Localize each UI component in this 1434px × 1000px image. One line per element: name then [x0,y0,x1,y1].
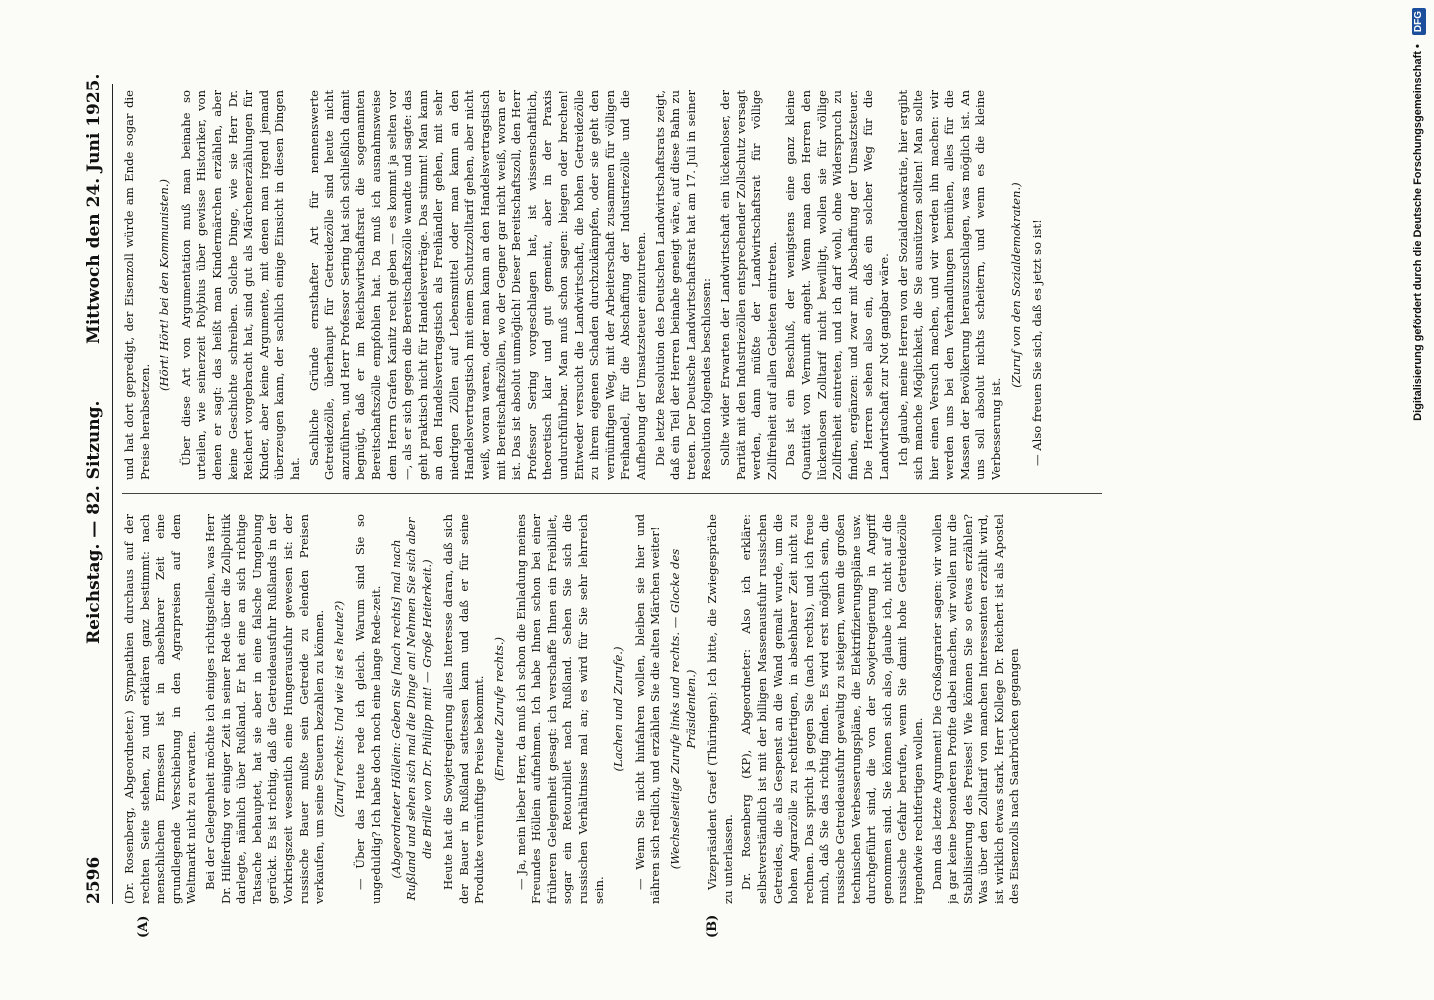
paragraph: — Wenn Sie nicht hinfahren wollen, bleiben sie hier und nähren sich redlich, und erzählen Sie die alten Märchen weiter! [632,514,663,904]
page-number: 2596 [84,856,104,904]
dfg-logo: DFG [1412,8,1426,35]
interjection: (Abgeordneter Höllein: Geben Sie [nach rechts] mal nach Rußland und sehen sich mal die Dinge an! Nehmen Sie sich aber die Brille von Dr. Philipp mit! — Große Heiterkeit.) [388,517,434,901]
left-column [122,514,1182,904]
paragraph: Bei der Gelegenheit möchte ich einiges richtigstellen, was Herr Dr. Hilferding vor einiger Zeit in seiner Rede über die Zollpolitik darlegte, nämlich über Rußland. Er hat eine an sich richtige Tatsache behauptet, hat sie aber in eine falsche Umgebung gerückt. Es ist richtig, daß die Getreideausfuhr Rußlands in der Vorkriegszeit wesentlich eine Hungerausfuhr gewesen ist: der russische Bauer mußte sein Getreide zu elenden Preisen verkaufen, um seine Steuern bezahlen zu können. [202,514,327,904]
paragraph: Sachliche Gründe ernsthafter Art für nennenswerte Getreidezölle, überhaupt für Getreidezölle sind heute nicht anzuführen, und Herr Professor Sering hat sich schließlich damit begnügt, daß er im Reichswirtschaftsrat die sogenannten Bereitschaftszölle empfohlen hat. Da muß ich ausnahmsweise dem Herrn Grafen Kanitz recht geben — es kommt ja selten vor —, als er sich gegen die Bereitschaftszölle wandte und sagte: das geht praktisch nicht für Handelsverträge. Das stimmt! Man kann an den Handelsvertragstisch als Freihändler gehen, mit sehr niedrigen Zöllen auf Lebensmittel oder man kann an den Handelsvertragstisch mit einem Schutzzolltarif gehen, aber nicht weiß, woran waren, oder man kann an den Handelsvertragstisch mit Bereitschaftszöllen, wo der Gegner gar nicht weiß, woran er ist. Das ist absolut unmöglich! Dieser Bereitschaftszoll, den Herr Professor Sering vorgeschlagen hat, ist wissenschaftlich, theoretisch klar und gut gemeint, aber in der Praxis undurchführbar. Man muß schon sagen: biegen oder brechen! Entweder versucht die Landwirtschaft, die hohen Getreidezölle zu ihrem eigenen Schaden durchzukämpfen, oder sie geht den vernünftigen Weg, mit der Arbeiterschaft zusammen für völligen Freihandel, für die Abschaffung der Industriezölle und die Aufhebung der Umsatzsteuer einzutreten. [306,90,648,480]
margin-mark-a: (A) [136,915,151,938]
page-header [78,73,113,904]
digitization-credit [1406,8,1430,992]
paragraph: Heute hat die Sowjetregierung alles Interesse daran, daß sich der Bauer in Rußland sattessen kann und daß er für seine Produkte vernünftige Preise bekommt. [441,514,487,904]
credit-text: Digitalisierung gefördert durch die Deutsche Forschungsgemeinschaft • [1412,41,1424,421]
interjection: (Lachen und Zurufe.) [611,646,626,772]
column-divider [122,493,1102,494]
paragraph: (Dr. Rosenberg, Abgeordneter.) Sympathien durchaus auf der rechten Seite stehen, zu und erklären ganz bestimmt: nach menschlichem Ermessen ist in absehbarer Zeit eine grundlegende Verschiebung in den Agrarpreisen auf dem Weltmarkt nicht zu erwarten. [122,514,199,904]
interjection: (Wechselseitige Zurufe links und rechts. — Glocke des Präsidenten.) [668,548,698,870]
paragraph: und hat dort gepredigt, der Eisenzoll würde am Ende sogar die Preise herabsetzen. [122,90,152,480]
paragraph: Dr. Rosenberg (KP), Abgeordneter: Also ich erkläre: selbstverständlich ist mit der billigen Massenausfuhr russischen Getreides, die als Gespenst an die Wand gemalt wurde, um die hohen Agrarzölle zu rechtfertigen, in absehbarer Zeit nicht zu rechnen. Das spricht ja gegen Sie (nach rechts), und ich freue mich, daß Sie das richtig finden. Es wird erst möglich sein, die russische Getreideausfuhr gewaltig zu steigern, wenn die großen technischen Verbesserungspläne, die Elektrifizierungspläne usw. durchgeführt sind, die von der Sowjetregierung in Angriff genommen sind. Sie können sich also, glaube ich, nicht auf die russische Gefahr berufen, wenn Sie damit hohe Getreidezölle irgendwie rechtfertigen wollen. [739,514,925,904]
margin-mark-b: (B) [705,914,720,938]
right-column [122,90,1182,480]
paragraph: Dann das letzte Argument! Die Großagrarier sagen: wir wollen ja gar keine besonderen Profite dabei machen, wir wollen nur die Stabilisierung des Preises! Wie können Sie so etwas erzählen? Was über den Zolltarif von manchen Interessenten erzählt wird, ist wirklich etwas stark. Herr Kollege Dr. Reichert ist als Apostel des Eisenzolls nach Saarbrücken gegangen [929,514,1022,904]
paragraph: Über diese Art von Argumentation muß man beinahe so urteilen, wie seinerzeit Polybius über gewisse Historiker, von denen er sagt: das heißt man Kindermärchen erzählen, aber keine Geschichte schreiben. Solche Dinge, wie sie Herr Dr. Reichert vorgebracht hat, sind gut als Märchenerzählungen für Kinder, aber keine Argumente, mit denen man irgend jemand überzeugen kann, der sachlich einige Einsicht in diesen Dingen hat. [178,90,302,480]
interjection: (Erneute Zurufe rechts.) [492,636,507,782]
interjection: (Zuruf rechts: Und wie ist es heute?) [331,600,346,818]
header-right-title: Mittwoch den 24. Juni 1925. [84,73,104,344]
paragraph: — Ja, mein lieber Herr, da muß ich schon die Einladung meines Freundes Höllein aufnehmen. Ich habe Ihnen schon bei einer früheren Gelegenheit gesagt: ich verschaffe Ihnen ein Freibillet, sogar ein Retourbillet nach Rußland. Sehen Sie sich die russischen Verhältnisse mal an; es wird für Sie sehr lehrreich sein. [513,514,606,904]
paragraph: Das ist ein Beschluß, der wenigstens eine ganz kleine Quantität von Vernunft angeht. Wenn man den Herren den lückenlosen Zolltarif nicht bewilligt, wollen sie für völlige Zollfreiheit eintreten, und ich darf wohl, ohne Widerspruch zu finden, ergänzen: und zwar mit Abschaffung der Umsatzsteuer. Die Herren sehen also ein, daß ein solcher Weg für die Landwirtschaft zur Not gangbar wäre. [783,90,891,480]
interjection: (Zuruf von den Sozialdemokraten.) [1008,182,1023,388]
paragraph: Ich glaube, meine Herren von der Sozialdemokratie, hier ergibt sich manche Möglichkeit, die Sie ausnützen sollten! Man sollte hier einen Versuch machen, und wir werden ihn machen: wir werden uns bei den Verhandlungen bemühen, alles für die Massen der Bevölkerung herauszuschlagen, was möglich ist. An uns soll absolut nichts scheitern, und wenn es die kleine Verbesserung ist. [895,90,1004,480]
paragraph: Die letzte Resolution des Deutschen Landwirtschaftsrats zeigt, daß ein Teil der Herren beinahe geneigt wäre, auf diese Bahn zu treten. Der Deutsche Landwirtschaftsrat hat am 17. Juli in seiner Resolution folgendes beschlossen: [652,90,714,480]
paragraph: Vizepräsident Graef (Thüringen): Ich bitte, die Zwiegespräche zu unterlassen. [705,514,735,904]
paragraph: — Über das Heute rede ich gleich. Warum sind Sie so ungeduldig? Ich habe doch noch eine lange Rede-zeit. [353,514,383,904]
interjection: (Hört! Hört! bei den Kommunisten.) [157,179,172,392]
paragraph: Sollte wider Erwarten der Landwirtschaft ein lückenloser, der Parität mit den Industriezöllen entsprechender Zollschutz versagt werden, dann müßte der Landwirtschaftsrat für völlige Zollfreiheit auf allen Gebieten eintreten. [717,90,779,480]
paragraph: — Also freuen Sie sich, daß es jetzt so ist! [1030,219,1045,466]
header-left-title: Reichstag. — 82. Sitzung. [84,400,104,644]
